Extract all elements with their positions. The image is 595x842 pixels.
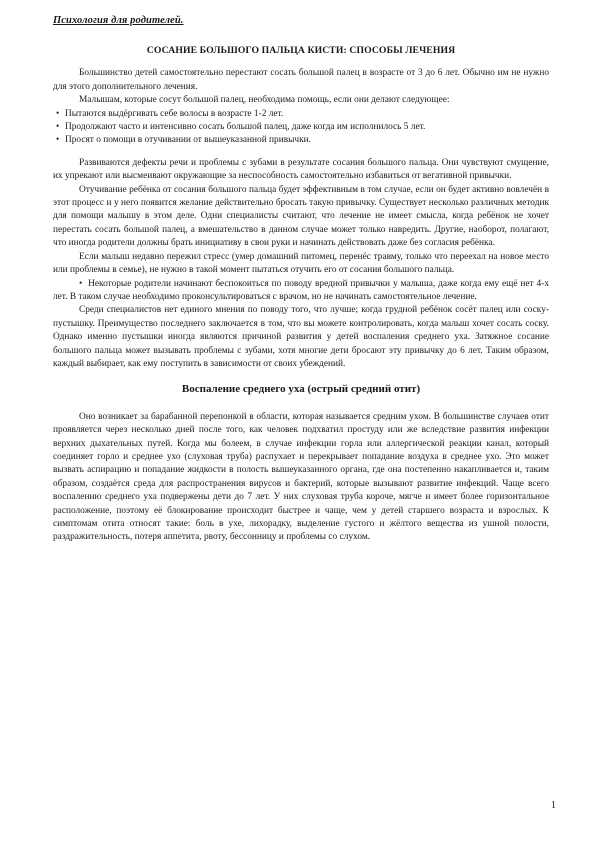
page-number: 1 bbox=[551, 800, 556, 811]
document-body bbox=[53, 44, 549, 545]
paragraph-3: Развиваются дефекты речи и проблемы с зубами в результате сосания большого пальца. Они чувствуют смущение, их упрекают или высмеивают окружающие за неспособность самостоятельно избавиться от вегативной привычки. bbox=[53, 157, 549, 182]
list-item: • Просят о помощи в отучивании от вышеуказанной привычки. bbox=[53, 134, 549, 147]
list-item: • Пытаются выдёргивать себе волосы в возрасте 1-2 лет. bbox=[53, 108, 549, 121]
section-paragraph: Оно возникает за барабанной перепонкой в области, которая называется средним ухом. В большинстве случаев отит проявляется через несколько дней после того, как человек подхватил простуду или же вследствие развития инфекции верхних дыхательных путей. Когда мы болеем, в случае инфекции горла или аллергической реакции канал, который соединяет горло и среднее ухо (слуховая труба) распухает и перекрывает попадание воздуха в среднее ухо. Это может вызвать аспирацию и попадание жидкости в полость вышеуказанного органа, где она постепенно накапливается и, таким образом, создаётся среда для распространения вирусов и бактерий, которые вызывают развитие инфекций. Чаще всего воспалению среднего уха подвержены дети до 7 лет. У них слуховая труба короче, мягче и имеет более горизонтальное расположение, поэтому её блокирование происходит быстрее и чаще, чем у детей старшего возраста и взрослых. К симптомам отита относят такие: боль в ухе, лихорадку, выделение густого и жёлтого вещества из ушной полости, раздражительность, потеря аппетита, рвоту, бессонницу и проблемы со слухом. bbox=[53, 411, 549, 543]
symptom-list bbox=[53, 108, 549, 148]
paragraph-6: • Некоторые родители начинают беспокоиться по поводу вредной привычки у малыша, даже когда ему ещё нет 4-х лет. В таком случае необходимо проконсультироваться с врачом, но не начинать самостоятельное лечение. bbox=[53, 278, 550, 302]
article-title: СОСАНИЕ БОЛЬШОГО ПАЛЬЦА КИСТИ: СПОСОБЫ ЛЕЧЕНИЯ bbox=[146, 45, 456, 56]
paragraph-7: Среди специалистов нет единого мнения по поводу того, что лучше; когда грудной ребёнок сосёт палец или соску-пустышку. Преимущество последнего заключается в том, что вы можете контролировать, когда малыш хочет сосать соску. Однако именно пустышки иногда являются причиной развития у детей воспаления среднего уха. Затяжное сосание большого пальца может вызывать проблемы с зубами, хотя многие дети бросают эту привычку до 6 лет. Таким образом, каждый выбирает, как ему поступить в зависимости от своих убеждений. bbox=[53, 305, 549, 369]
page-header: Психология для родителей. bbox=[53, 15, 184, 26]
bullet-icon: • bbox=[56, 122, 60, 133]
paragraph-4: Отучивание ребёнка от сосания большого пальца будет эффективным в том случае, если он будет активно вовлечён в этот процесс и у него появится желание действительно бросать такую привычку. Существует несколько различных методик для помощи малышу в этом деле. Одни специалисты считают, что лечение не имеет смысла, когда ребёнок не хочет перестать сосать большой палец, а вмешательство в данном случае может только навредить. Другие, наоборот, полагают, что иногда родители должны брать инициативу в свои руки и начинать действовать даже без согласия ребёнка. bbox=[53, 184, 549, 249]
bullet-icon: • bbox=[56, 108, 60, 119]
bullet-icon: • bbox=[56, 135, 60, 146]
paragraph-1: Большинство детей самостоятельно перестают сосать большой палец в возрасте от 3 до 6 лет. Обычно им не нужно для этого дополнительного лечения. bbox=[53, 68, 549, 92]
bullet-icon: • bbox=[79, 278, 83, 289]
paragraph-2: Малышам, которые сосут большой палец, необходима помощь, если они делают следующее: bbox=[79, 95, 450, 106]
list-item: • Продолжают часто и интенсивно сосать большой палец, даже когда им исполнилось 5 лет. bbox=[53, 121, 549, 134]
section-heading: Воспаление среднего уха (острый средний отит) bbox=[181, 383, 421, 396]
paragraph-5: Если малыш недавно пережил стресс (умер домашний питомец, перенёс травму, только что переехал на новое место или проблемы в семье), не нужно в такой момент пытаться отучить его от сосания большого пальца. bbox=[53, 251, 549, 276]
